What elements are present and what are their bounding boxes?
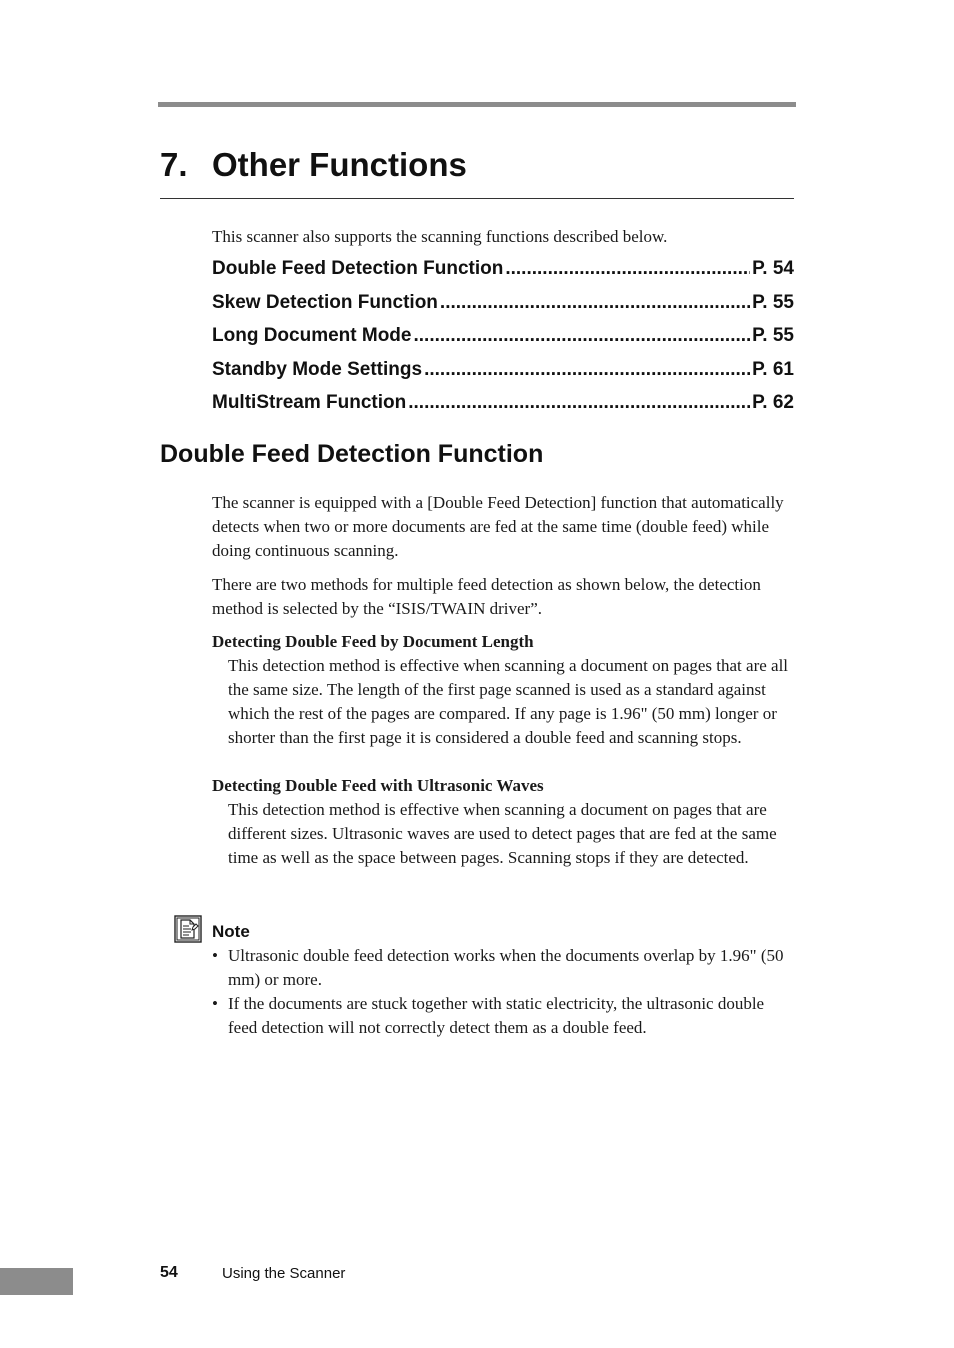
toc-page: P. 61 — [752, 358, 794, 380]
note-item-text: If the documents are stuck together with static electricity, the ultrasonic double feed detection will not correctly detect them as a double feed. — [228, 994, 765, 1037]
bullet-icon: • — [212, 946, 218, 965]
toc-item[interactable] — [212, 258, 794, 292]
note-item — [212, 944, 796, 992]
toc-leader — [408, 392, 750, 414]
toc-item[interactable] — [212, 292, 794, 326]
method-ultrasonic-body: This detection method is effective when scanning a document on pages that are different sizes. Ultrasonic waves are used to detect pages that are fed at the same time as well as the space between pages. Scanning stops if they are detected. — [228, 800, 777, 867]
toc-leader — [440, 292, 750, 314]
method-length-heading: Detecting Double Feed by Document Length — [212, 632, 534, 651]
chapter-number: 7. — [160, 146, 188, 183]
toc-page: P. 55 — [752, 291, 794, 313]
toc-item[interactable] — [212, 392, 794, 426]
toc-label: Skew Detection Function — [212, 291, 438, 313]
toc-leader — [424, 359, 750, 381]
toc-item[interactable] — [212, 325, 794, 359]
note-item-text: Ultrasonic double feed detection works when the documents overlap by 1.96" (50 mm) or more. — [228, 946, 784, 989]
toc-page: P. 54 — [752, 258, 794, 279]
note-icon — [174, 915, 202, 943]
section-paragraph-1: The scanner is equipped with a [Double Feed Detection] function that automatically detects when two or more documents are fed at the same time (double feed) while doing continuous scanning. — [212, 493, 784, 560]
note-title: Note — [212, 922, 250, 941]
toc-page: P. 55 — [752, 325, 794, 346]
toc-item[interactable] — [212, 359, 794, 393]
section-paragraph-2: There are two methods for multiple feed detection as shown below, the detection method is selected by the “ISIS/TWAIN driver”. — [212, 575, 761, 618]
toc-label: Long Document Mode — [212, 325, 412, 346]
toc-list — [212, 258, 794, 426]
method-length-body: This detection method is effective when scanning a document on pages that are all the same size. The length of the first page scanned is used as a standard against which the rest of the pages are compared. If any page is 1.96" (50 mm) longer or shorter than the first page it is considered a double feed and scanning stops. — [228, 656, 789, 747]
intro-text: This scanner also supports the scanning functions described below. — [212, 227, 668, 246]
footer-section-name: Using the Scanner — [222, 1265, 346, 1282]
toc-label: Standby Mode Settings — [212, 358, 423, 380]
toc-label: MultiStream Function — [212, 392, 407, 413]
top-rule — [158, 102, 796, 107]
footer-bar — [0, 1268, 73, 1295]
footer-page-number: 54 — [160, 1264, 178, 1281]
section-title: Double Feed Detection Function — [160, 440, 544, 468]
toc-leader — [413, 325, 750, 347]
toc-page: P. 62 — [752, 392, 794, 413]
bullet-icon: • — [212, 994, 218, 1013]
note-item — [212, 992, 796, 1040]
chapter-title — [160, 146, 467, 184]
title-rule — [160, 198, 794, 199]
toc-label: Double Feed Detection Function — [212, 258, 504, 279]
toc-leader — [505, 258, 750, 280]
note-list — [212, 944, 796, 1040]
chapter-title-text: Other Functions — [212, 146, 467, 183]
method-ultrasonic-heading: Detecting Double Feed with Ultrasonic Waves — [212, 776, 544, 795]
